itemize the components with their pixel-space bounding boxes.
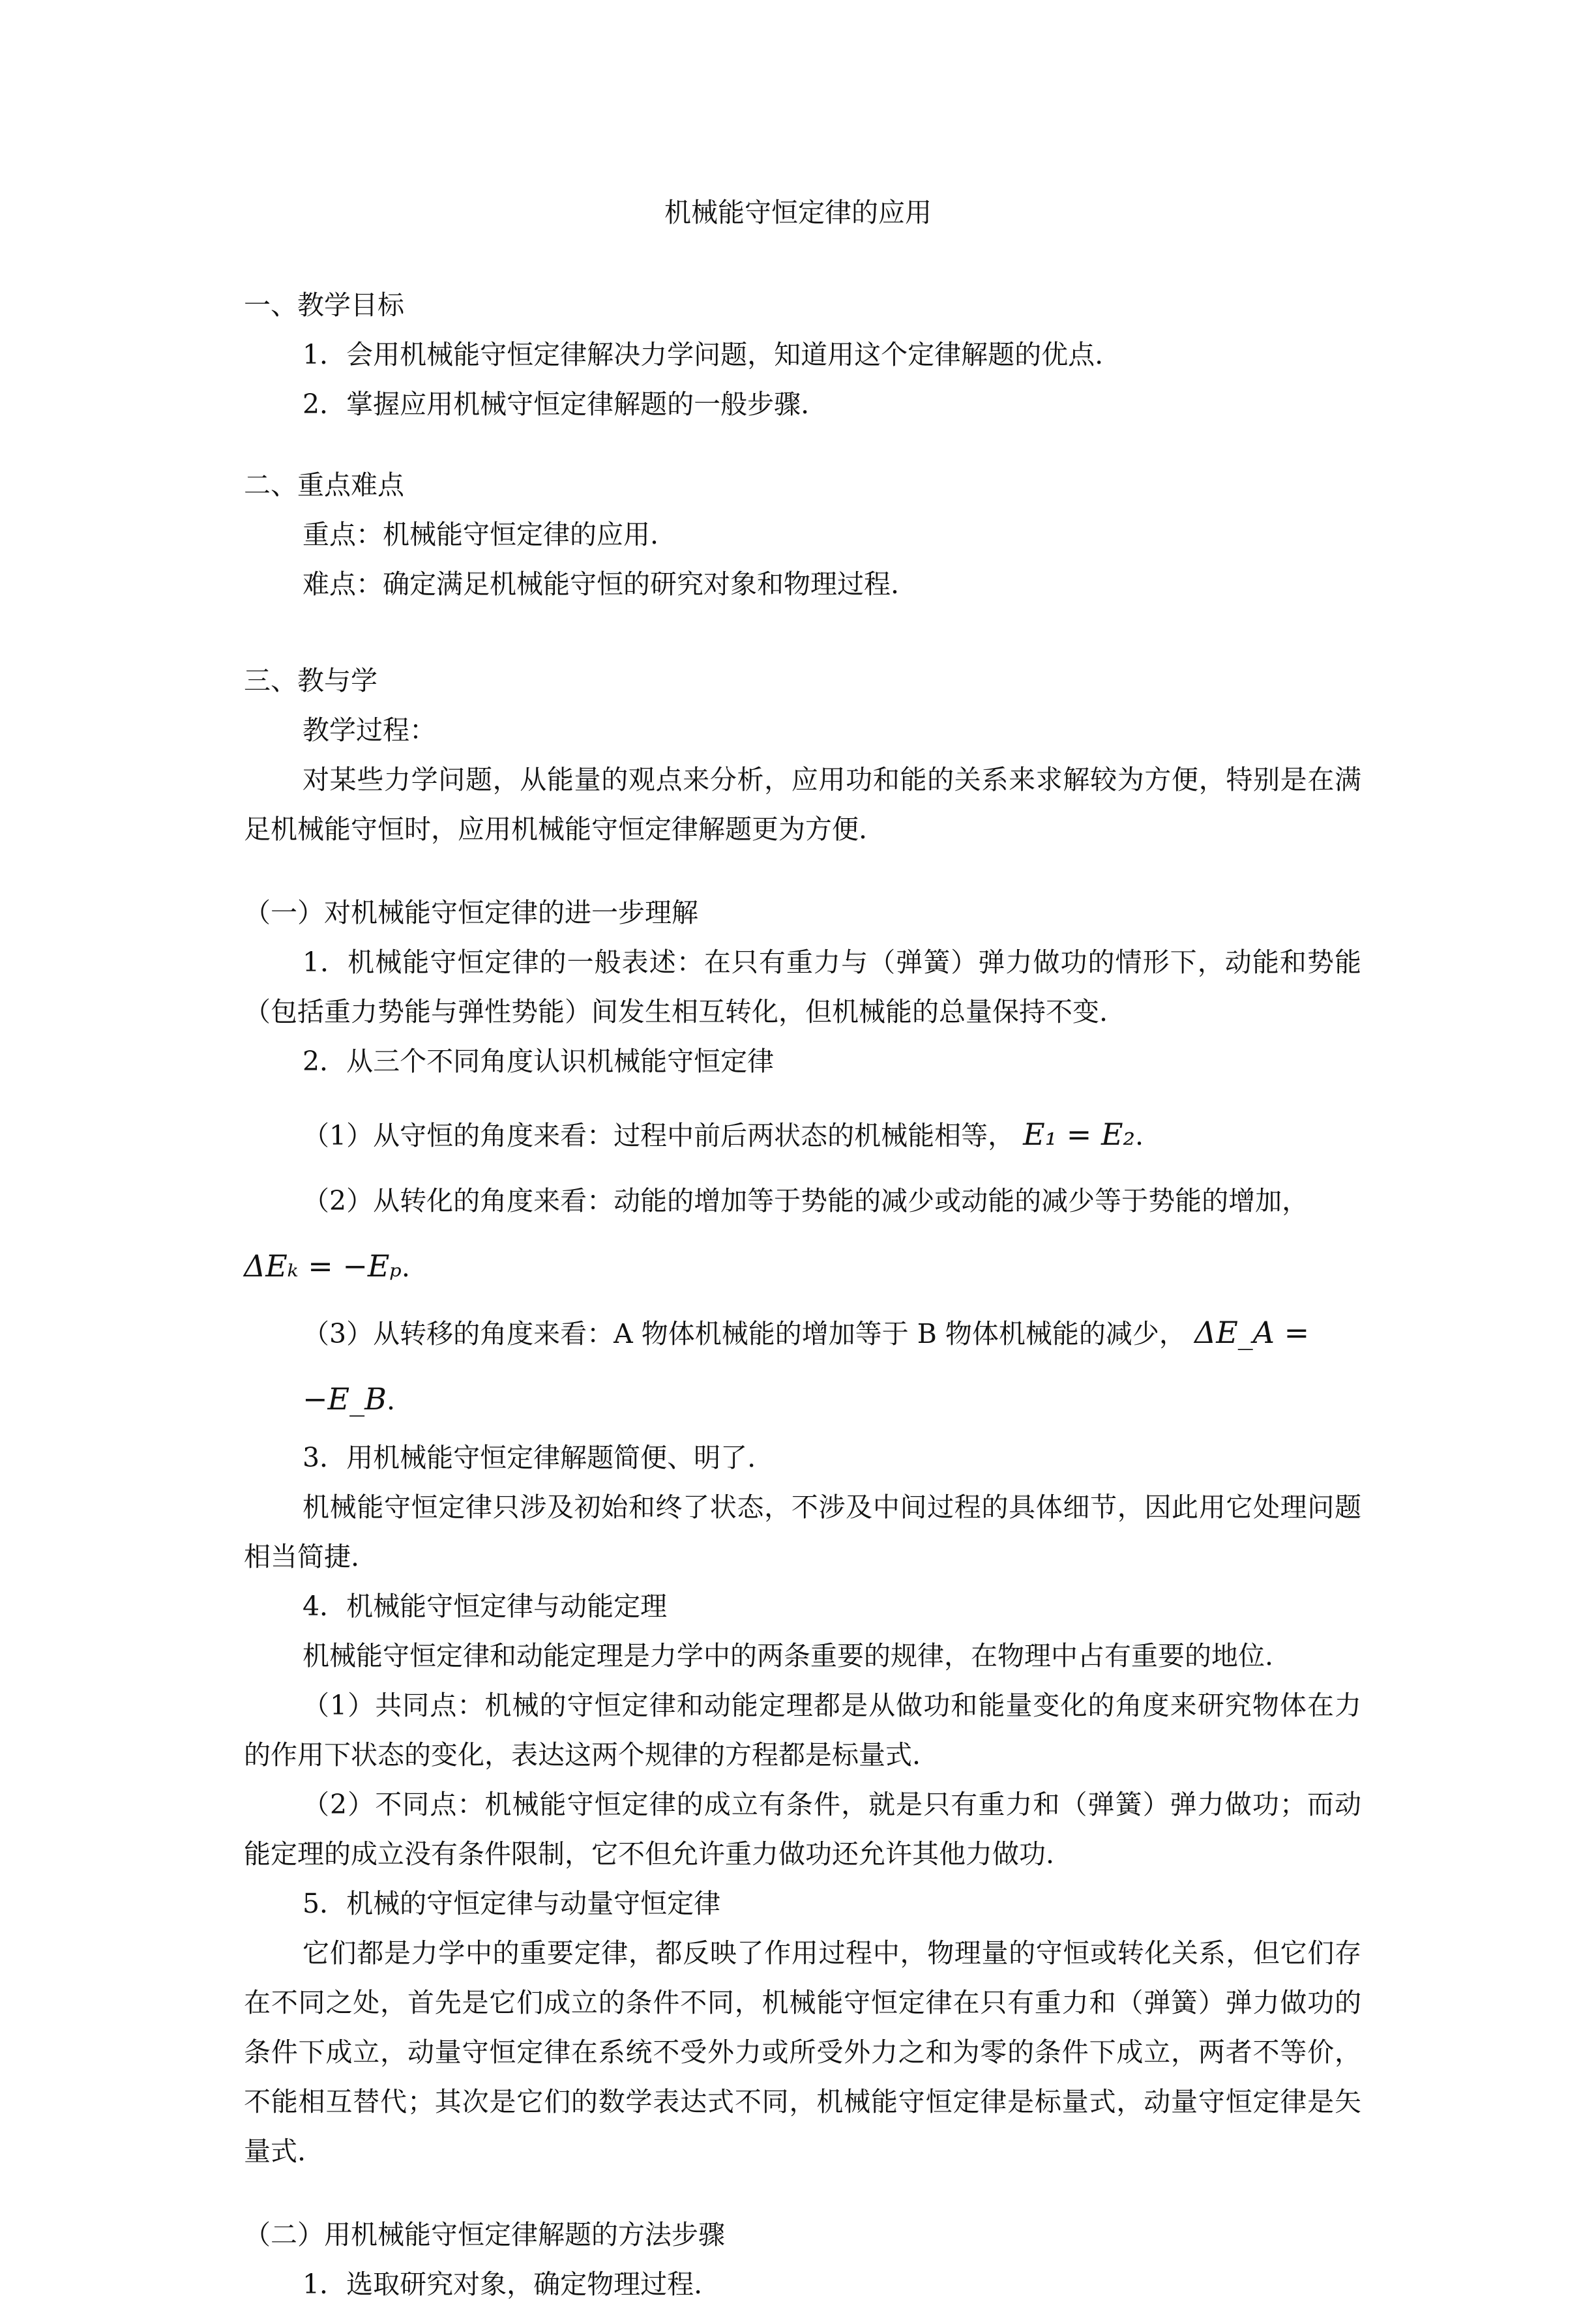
paragraph-three-angles: 2．从三个不同角度认识机械能守恒定律 xyxy=(303,1046,775,1077)
view-conservation-text: （1）从守恒的角度来看：过程中前后两状态的机械能相等， xyxy=(303,1120,1015,1151)
section-heading-key-points: 二、重点难点 xyxy=(244,469,404,501)
paragraph-vs-momentum-detail: 它们都是力学中的重要定律，都反映了作用过程中，物理量的守恒或转化关系，但它们存在不同之处，首先是它们成立的条件不同，机械能守恒定律在只有重力和（弹簧）弹力做功的条件下成立，动量守恒定律在系统不受外力或所受外力之和为零的条件下成立，两者不等价，不能相互替代；其次是它们的数学表达式不同，机械能守恒定律是标量式，动量守恒定律是矢量式. xyxy=(244,1937,1361,2167)
equation-delta-ea: ΔE_A = −E_B xyxy=(303,1315,1310,1417)
teaching-process-label: 教学过程： xyxy=(303,714,436,746)
objective-item-1: 1．会用机械能守恒定律解决力学问题，知道用这个定律解题的优点. xyxy=(303,339,1104,370)
view-transfer-text: （3）从转移的角度来看：A 物体机械能的增加等于 B 物体机械能的减少， xyxy=(303,1318,1186,1349)
part-heading-understanding: （一）对机械能守恒定律的进一步理解 xyxy=(244,897,698,928)
key-point: 重点：机械能守恒定律的应用. xyxy=(303,519,659,550)
paragraph-vs-kinetic-intro: 机械能守恒定律和动能定理是力学中的两条重要的规律，在物理中占有重要的地位. xyxy=(303,1640,1274,1671)
view-transformation-equation-line: ΔEₖ = −Eₚ. xyxy=(244,1248,410,1284)
paragraph-simple-solving: 3．用机械能守恒定律解题简便、明了. xyxy=(303,1442,756,1473)
section-heading-teaching: 三、教与学 xyxy=(244,665,377,696)
teaching-intro-paragraph: 对某些力学问题，从能量的观点来分析，应用功和能的关系来求解较为方便，特别是在满足机械能守恒时，应用机械能守恒定律解题更为方便. xyxy=(244,764,1361,845)
document-title: 机械能守恒定律的应用 xyxy=(664,197,932,228)
equation-delta-ek: ΔEₖ = −Eₚ xyxy=(244,1248,402,1284)
paragraph-vs-kinetic-theorem: 4．机械能守恒定律与动能定理 xyxy=(303,1591,668,1622)
paragraph-vs-momentum: 5．机械的守恒定律与动量守恒定律 xyxy=(303,1888,721,1919)
document-body xyxy=(244,280,1361,2309)
paragraph-general-statement: 1．机械能守恒定律的一般表述：在只有重力与（弹簧）弹力做功的情形下，动能和势能（包括重力势能与弹性势能）间发生相互转化，但机械能的总量保持不变. xyxy=(244,947,1361,1027)
paragraph-simple-solving-detail: 机械能守恒定律只涉及初始和终了状态，不涉及中间过程的具体细节，因此用它处理问题相当简捷. xyxy=(244,1492,1361,1572)
view-conservation: （1）从守恒的角度来看：过程中前后两状态的机械能相等， E₁ = E₂. xyxy=(303,1117,1144,1152)
method-step-1: 1．选取研究对象，确定物理过程. xyxy=(303,2269,703,2300)
view-transfer: （3）从转移的角度来看：A 物体机械能的增加等于 B 物体机械能的减少， ΔE_A = −E_B. xyxy=(303,1315,1310,1417)
objective-item-2: 2．掌握应用机械守恒定律解题的一般步骤. xyxy=(303,389,810,420)
difficult-point: 难点：确定满足机械能守恒的研究对象和物理过程. xyxy=(303,568,900,600)
view-transformation-text: （2）从转化的角度来看：动能的增加等于势能的减少或动能的减少等于势能的增加， xyxy=(303,1185,1309,1216)
paragraph-difference-point: （2）不同点：机械能守恒定律的成立有条件，就是只有重力和（弹簧）弹力做功；而动能定理的成立没有条件限制，它不但允许重力做功还允许其他力做功. xyxy=(244,1789,1361,1870)
part-heading-method-steps: （二）用机械能守恒定律解题的方法步骤 xyxy=(244,2219,725,2250)
equation-e1-equals-e2: E₁ = E₂ xyxy=(1023,1117,1135,1152)
section-heading-objectives: 一、教学目标 xyxy=(244,289,404,321)
paragraph-common-point: （1）共同点：机械的守恒定律和动能定理都是从做功和能量变化的角度来研究物体在力的作用下状态的变化，表达这两个规律的方程都是标量式. xyxy=(244,1690,1361,1771)
view-transformation xyxy=(244,1168,1361,1233)
